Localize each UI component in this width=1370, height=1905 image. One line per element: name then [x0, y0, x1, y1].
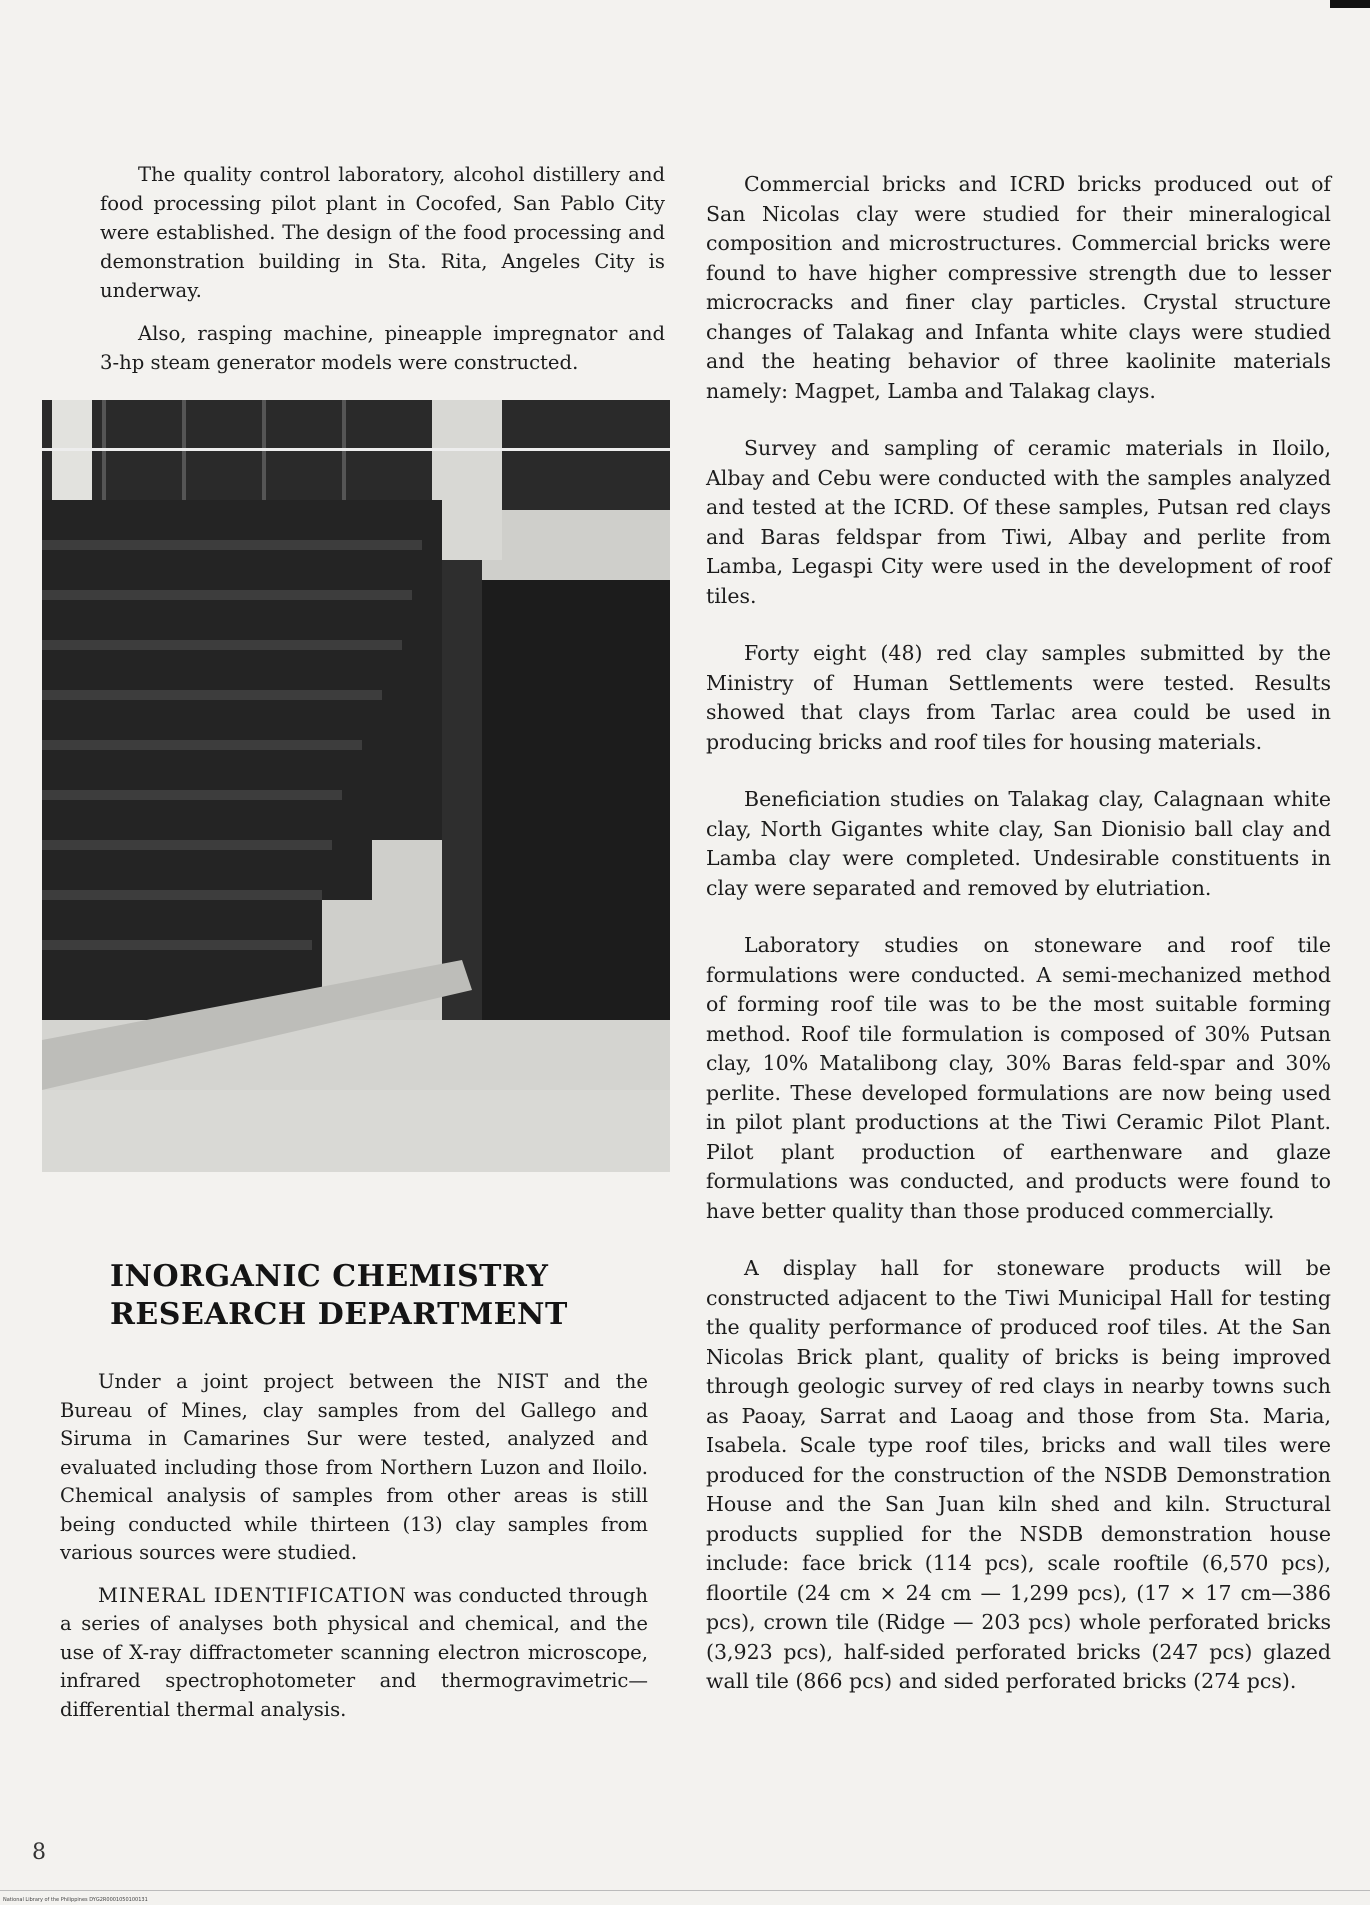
mineral-identification-lead: MINERAL IDENTIFICATION: [98, 1583, 407, 1607]
bottom-rule: [0, 1890, 1370, 1891]
paragraph-beneficiation: Beneficiation studies on Talakag clay, Calagnaan white clay, North Gigantes white clay, San Dionisio ball clay and Lamba clay were completed. Undesirable constituents in clay were separated and removed by elutriation.: [706, 787, 1331, 900]
brick-stack-photo: [42, 400, 670, 1172]
paragraph-mineral-identification: [60, 1582, 648, 1725]
right-column: [706, 170, 1331, 1725]
paragraph-survey-sampling: Survey and sampling of ceramic materials in Iloilo, Albay and Cebu were conducted with the samples analyzed and tested at the ICRD. Of these samples, Putsan red clays and Baras feldspar from Tiwi, Albay and perlite from Lamba, Legaspi City were used in the development of roof tiles.: [706, 436, 1331, 608]
footer-scan-credit: National Library of the Philippines DYG2R0001050100131: [3, 1897, 148, 1903]
heading-line-2: RESEARCH DEPARTMENT: [110, 1297, 568, 1332]
paragraph-commercial-bricks: Commercial bricks and ICRD bricks produced out of San Nicolas clay were studied for their mineralogical composition and microstructures. Commercial bricks were found to have higher compressive strength due to lesser microcracks and finer clay particles. Crystal structure changes of Talakag and Infanta white clays were studied and the heating behavior of three kaolinite materials namely: Magpet, Lamba and Talakag clays.: [706, 172, 1331, 403]
mineral-identification-text: was conducted through a series of analyses both physical and chemical, and the use of X-ray diffractometer scanning electron microscope, infrared spectrophotometer and thermogravimetric—differential thermal analysis.: [60, 1583, 648, 1721]
paragraph-machine-models: Also, rasping machine, pineapple impregnator and 3-hp steam generator models were constructed.: [100, 322, 665, 374]
left-column-bottom: [60, 1368, 648, 1738]
left-column-top: [100, 160, 665, 391]
page-number: 8: [32, 1840, 46, 1865]
scan-edge-mark: [1330, 0, 1370, 8]
paragraph-joint-project: Under a joint project between the NIST and the Bureau of Mines, clay samples from del Gallego and Siruma in Camarines Sur were tested, analyzed and evaluated including those from Northern Luzon and Iloilo. Chemical analysis of samples from other areas is still being conducted while thirteen (13) clay samples from various sources were studied.: [60, 1370, 648, 1564]
heading-line-1: INORGANIC CHEMISTRY: [110, 1259, 549, 1294]
paragraph-laboratory-studies: Laboratory studies on stoneware and roof tile formulations were conducted. A semi-mechanized method of forming roof tile was to be the most suitable forming method. Roof tile formulation is composed of 30% Putsan clay, 10% Matalibong clay, 30% Baras feld-spar and 30% perlite. These developed formulations are now being used in pilot plant productions at the Tiwi Ceramic Pilot Plant. Pilot plant production of earthenware and glaze formulations was conducted, and products were found to have better quality than those produced commercially.: [706, 933, 1331, 1223]
photo-icon: [42, 400, 670, 1172]
paragraph-red-clay-samples: Forty eight (48) red clay samples submitted by the Ministry of Human Settlements were tested. Results showed that clays from Tarlac area could be used in producing bricks and roof tiles for housing materials.: [706, 641, 1331, 754]
paragraph-pilot-plants: The quality control laboratory, alcohol distillery and food processing pilot plant in Cocofed, San Pablo City were established. The design of the food processing and demonstration building in Sta. Rita, Angeles City is underway.: [100, 163, 665, 302]
paragraph-display-hall: A display hall for stoneware products will be constructed adjacent to the Tiwi Municipal Hall for testing the quality performance of produced roof tiles. At the San Nicolas Brick plant, quality of bricks is being improved through geologic survey of red clays in nearby towns such as Paoay, Sarrat and Laoag and those from Sta. Maria, Isabela. Scale type roof tiles, bricks and wall tiles were produced for the construction of the NSDB Demonstration House and the San Juan kiln shed and kiln. Structural products supplied for the NSDB demonstration house include: face brick (114 pcs), scale rooftile (6,570 pcs), floortile (24 cm × 24 cm — 1,299 pcs), (17 × 17 cm—386 pcs), crown tile (Ridge — 203 pcs) whole perforated bricks (3,923 pcs), half-sided perforated bricks (247 pcs) glazed wall tile (866 pcs) and sided perforated bricks (274 pcs).: [706, 1256, 1331, 1693]
section-heading: [110, 1258, 650, 1334]
